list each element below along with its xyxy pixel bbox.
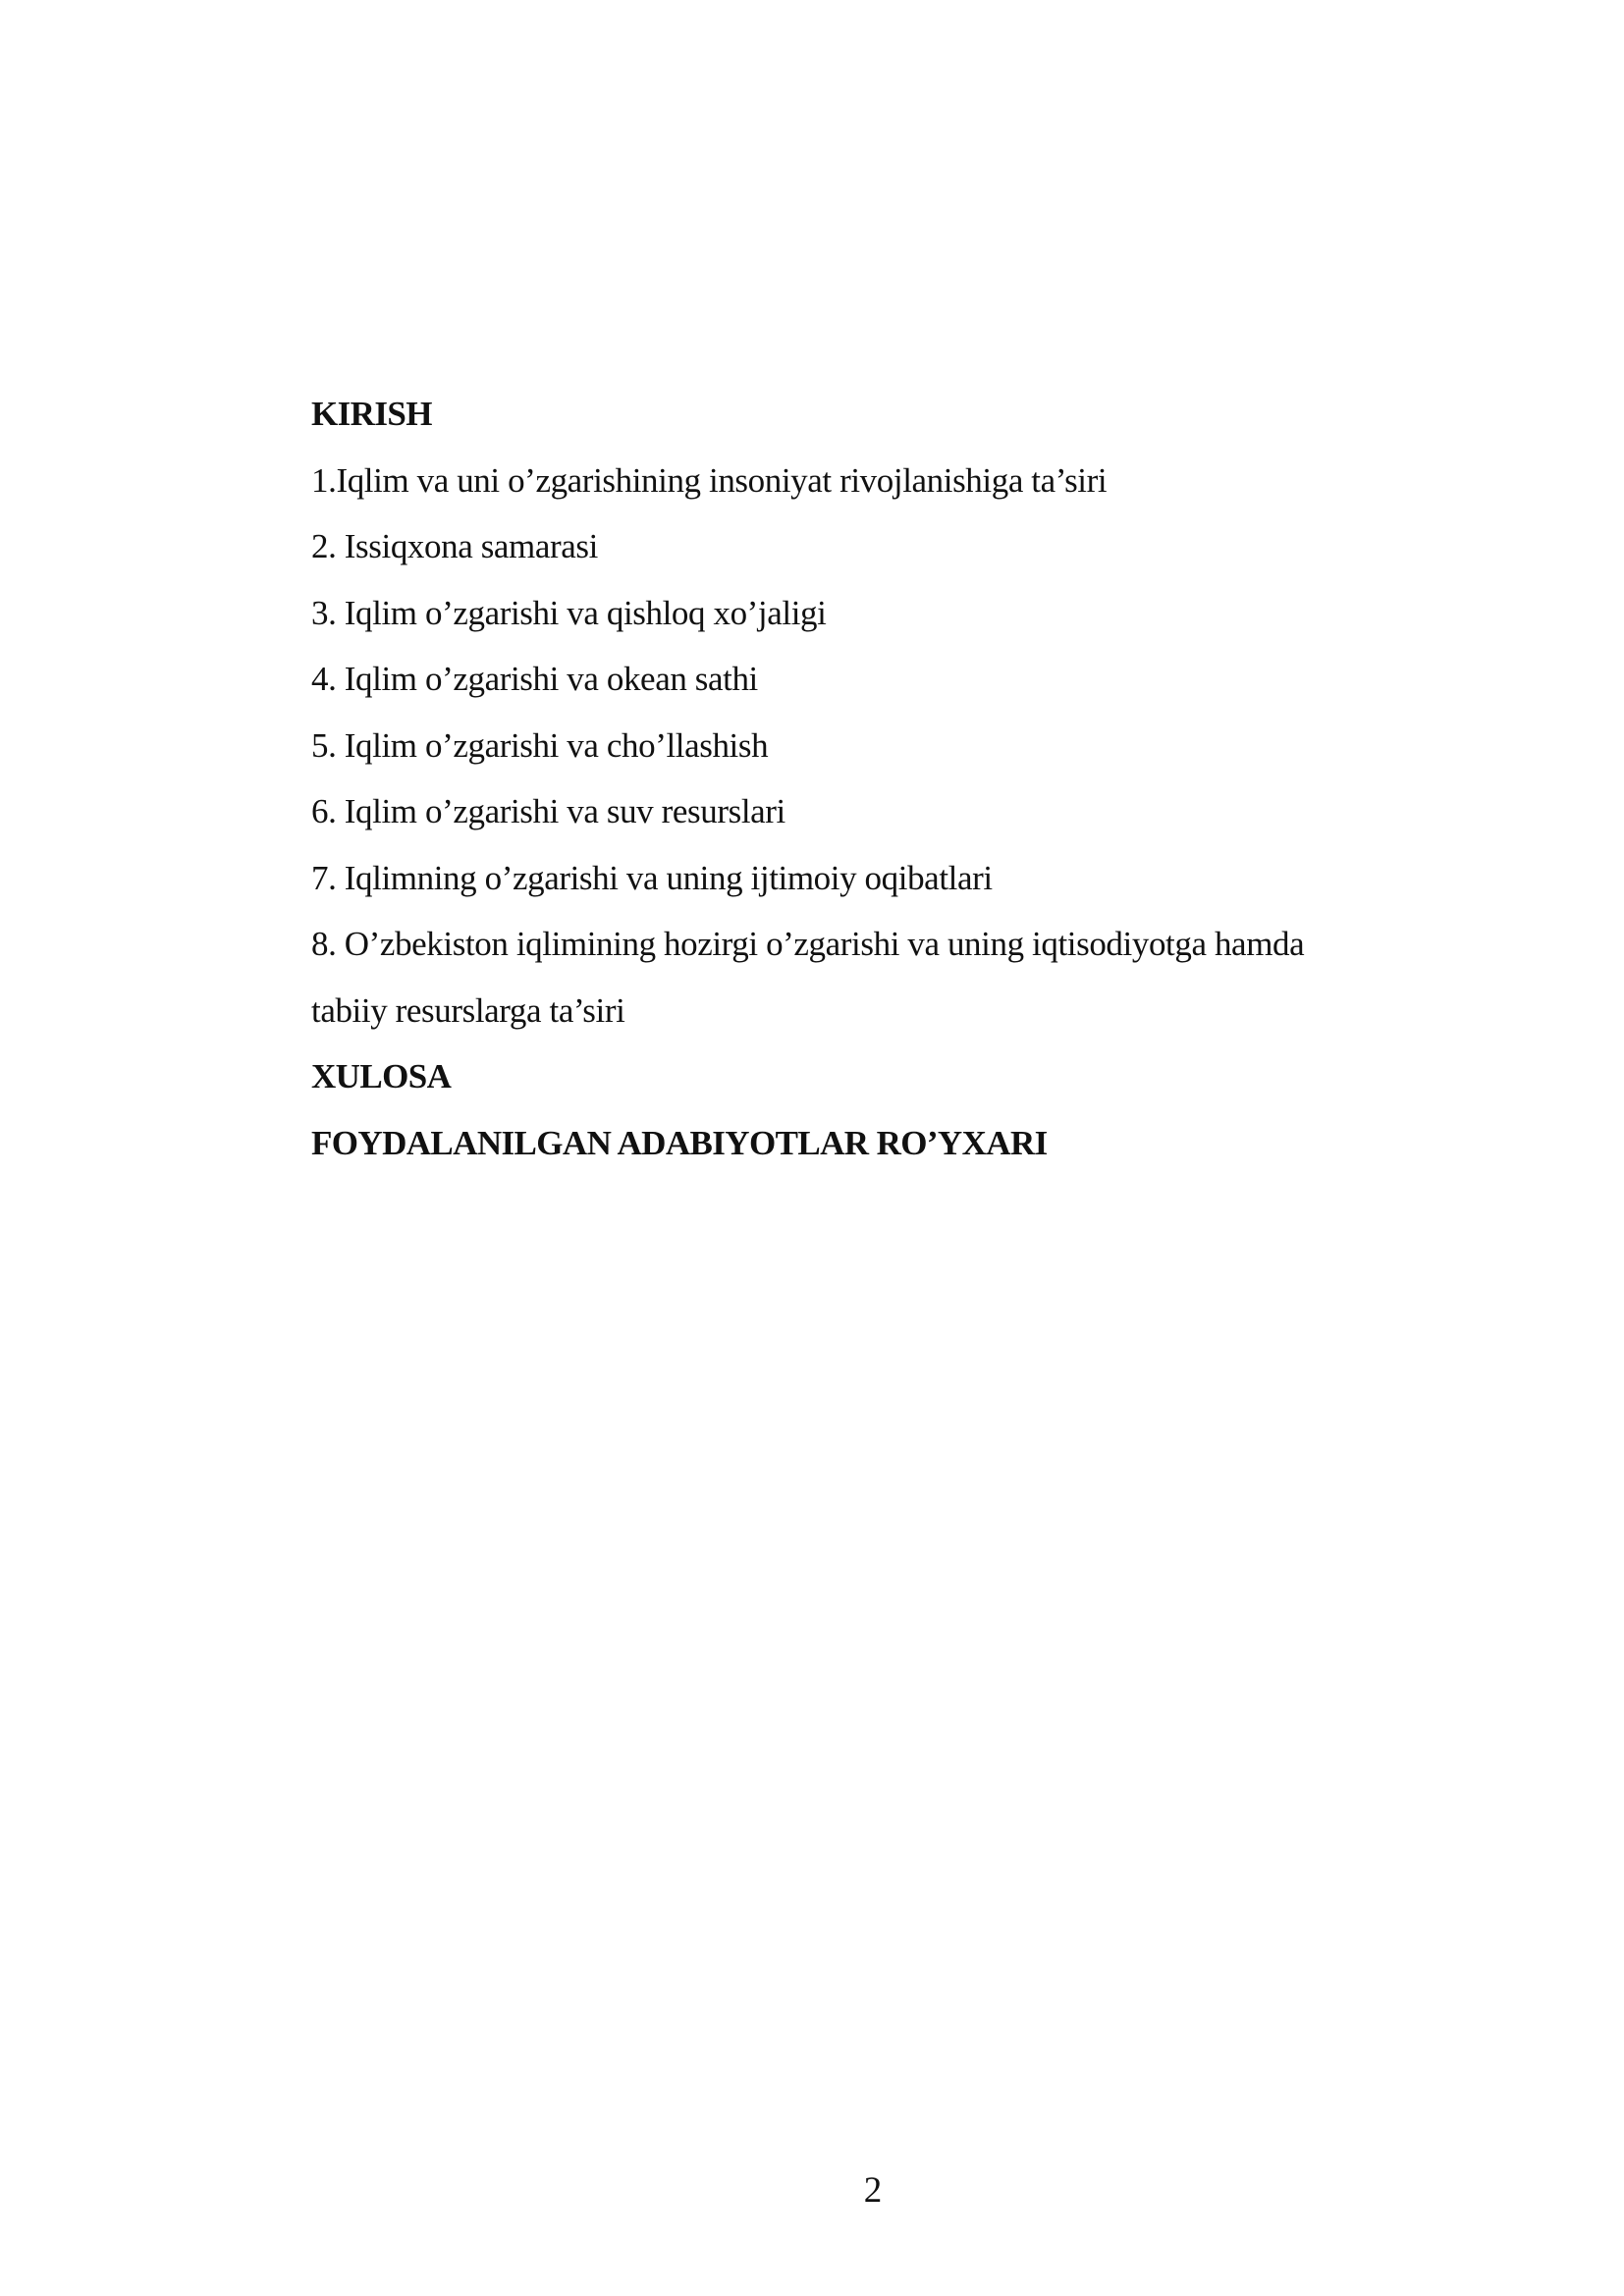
toc-item-2: 2. Issiqxona samarasi — [311, 527, 598, 565]
toc-item-5: 5. Iqlim o’zgarishi va cho’llashish — [311, 725, 769, 765]
page-number: 2 — [863, 2170, 883, 2211]
toc-item-8-continued: tabiiy resurslarga ta’siri — [311, 990, 625, 1030]
toc-heading-conclusion: XULOSA — [311, 1057, 452, 1095]
toc-item-8: 8. O’zbekiston iqlimining hozirgi o’zgarishi va uning iqtisodiyotga hamda — [311, 925, 1305, 963]
toc-item-7: 7. Iqlimning o’zgarishi va uning ijtimoiy oqibatlari — [311, 858, 993, 897]
toc-item-4: 4. Iqlim o’zgarishi va okean sathi — [311, 660, 758, 698]
table-of-contents — [311, 381, 1411, 1176]
toc-item-1: 1.Iqlim va uni o’zgarishining insoniyat rivojlanishiga ta’siri — [311, 460, 1108, 500]
toc-item-6: 6. Iqlim o’zgarishi va suv resurslari — [311, 792, 785, 830]
toc-heading-introduction: KIRISH — [311, 395, 432, 433]
toc-heading-references: FOYDALANILGAN ADABIYOTLAR RO’YXARI — [311, 1123, 1048, 1162]
toc-item-3: 3. Iqlim o’zgarishi va qishloq xo’jaligi — [311, 593, 827, 632]
